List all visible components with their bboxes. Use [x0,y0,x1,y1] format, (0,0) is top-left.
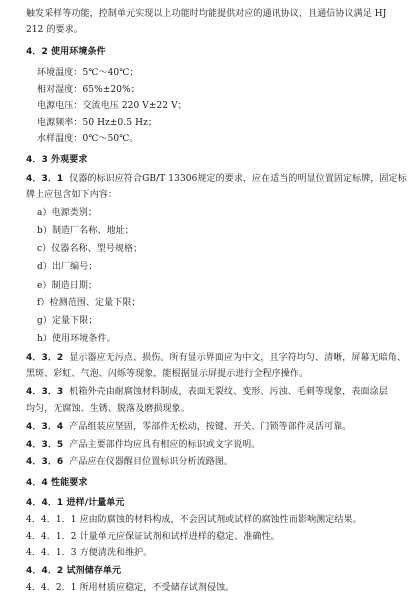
list-item-b: b）制造厂名称、地址； [37,226,134,236]
para-4-3-2-line-1 [26,352,406,364]
section-4-3-heading: 4．3 外观要求 [26,155,88,165]
para-4-3-3-line-2: 均匀，无腐蚀、生锈、脱落及磨损现象。 [26,404,190,414]
para-4-3-1-number: 4．3．1 [26,174,64,184]
para-4-4-1-1: 4．4．1．1 应由防腐蚀的材料构成，不会因试剂或试样的腐蚀性而影响测定结果。 [26,515,362,525]
para-4-3-1-line-1 [26,173,407,185]
list-item-e: e）制造日期； [37,281,98,291]
para-4-3-2-line-2: 黑斑、彩虹、气泡、闪烁等现象，能根据显示屏提示进行全程序操作。 [26,369,309,379]
para-4-4-1-2: 4．4．1．2 计量单元应保证试剂和试样进样的稳定、准确性。 [26,532,280,542]
para-4-3-5 [26,439,260,451]
intro-line-2: 212 的要求。 [26,25,83,35]
section-4-4-1-heading: 4．4．1 进样/计量单元 [26,498,125,508]
para-4-3-6 [26,456,233,468]
para-4-4-2-1: 4．4．2．1 所用材质应稳定，不受储存试剂侵蚀。 [26,583,235,593]
para-4-3-3-number: 4．3．3 [26,387,64,397]
para-4-3-5-text: 产品主要部件均应具有相应的标识或文字说明。 [69,440,261,450]
para-4-4-1-3: 4．4．1．3 方便清洗和维护。 [26,548,153,558]
para-4-3-1-line-2: 牌上应包含如下内容： [26,190,118,200]
env-supply-frequency: 电源频率：50 Hz±0.5 Hz； [37,118,158,128]
list-item-c: c）仪器名称、型号规格； [37,244,143,254]
section-4-4-heading: 4．4 性能要求 [26,478,88,488]
para-4-3-3-line-1 [26,386,388,398]
para-4-3-3-text: 机箱外壳由耐腐蚀材料制成，表面无裂纹、变形、污浊、毛刺等现象，表面涂层 [69,387,388,397]
para-4-3-5-number: 4．3．5 [26,440,64,450]
para-4-3-4 [26,421,351,433]
list-item-h: h）使用环境条件。 [37,334,116,344]
env-supply-voltage: 电源电压：交流电压 220 V±22 V； [37,101,187,111]
section-4-4-2-heading: 4．4．2 试剂储存单元 [26,566,122,576]
list-item-g: g）定量下限； [37,316,98,326]
section-4-2-heading: 4．2 使用环境条件 [26,47,106,57]
para-4-3-2-number: 4．3．2 [26,353,64,363]
para-4-3-6-number: 4．3．6 [26,457,64,467]
para-4-3-4-text: 产品组装应坚固，零部件无松动，按键、开关、门锁等部件灵活可靠。 [69,422,352,432]
env-ambient-temperature: 环境温度：5℃～40℃； [37,68,139,78]
list-item-a: a）电源类别； [37,208,98,218]
env-sample-temperature: 水样温度：0℃～50℃。 [37,134,139,144]
list-item-d: d）出厂编号； [37,262,98,272]
list-item-f: f）检测范围、定量下限； [37,298,141,308]
para-4-3-4-number: 4．3．4 [26,422,64,432]
para-4-3-6-text: 产品应在仪器醒目位置标识分析流路图。 [69,457,234,467]
para-4-3-2-text: 显示器应无污点、损伤。所有显示界面应为中文，且字符均匀、清晰，屏幕无暗角、 [69,353,406,363]
env-relative-humidity: 相对湿度：65%±20%； [37,85,140,95]
para-4-3-1-text: 仪器的标识应符合GB/T 13306规定的要求，应在适当的明显位置固定标牌，固定标 [69,174,407,184]
intro-line-1: 触发采样等功能，控制单元实现以上功能时均能提供对应的通讯协议，且通信协议满足 HJ [26,9,387,19]
